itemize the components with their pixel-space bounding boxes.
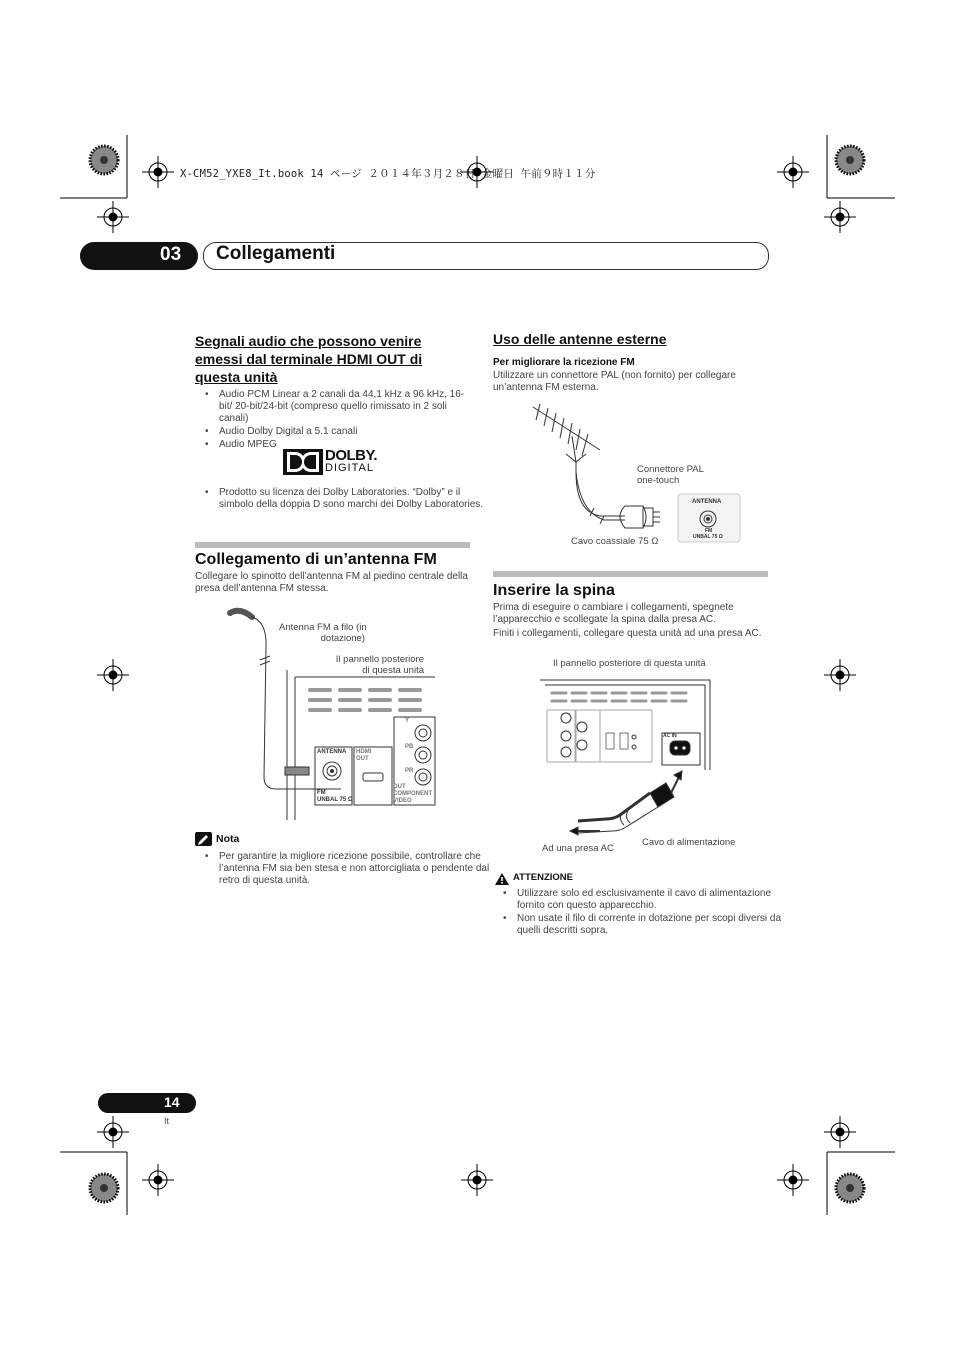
panel-out-label: OUT bbox=[393, 784, 406, 790]
label-line: dotazione) bbox=[320, 633, 365, 644]
power-cord-label: Cavo di alimentazione bbox=[642, 837, 736, 848]
panel-pb-label: PB bbox=[405, 744, 414, 750]
caution-bullet-list bbox=[493, 888, 792, 938]
license-bullet-list bbox=[195, 487, 494, 512]
starburst-mark-icon bbox=[90, 1174, 118, 1202]
registration-crosshair-icon bbox=[142, 1164, 174, 1196]
hdmi-title-line: emessi dal terminale HDMI OUT di bbox=[195, 351, 423, 367]
note-pencil-icon bbox=[195, 832, 212, 846]
panel-pr-label: PR bbox=[405, 768, 414, 774]
starburst-mark-icon bbox=[836, 1174, 864, 1202]
registration-crosshair-icon bbox=[97, 201, 129, 233]
section-rule bbox=[493, 571, 768, 577]
list-item: • Audio Dolby Digital a 5.1 canali bbox=[219, 426, 470, 438]
list-item: • Audio PCM Linear a 2 canali da 44,1 kHz a 96 kHz, 16-bit/ 20-bit/24-bit (compreso quello rimissato in 2 soli canali) bbox=[219, 389, 470, 425]
panel-hdmi-label: HDMI bbox=[356, 749, 372, 755]
note-bullet-list bbox=[195, 851, 497, 888]
external-section-subtitle: Per migliorare la ricezione FM bbox=[493, 357, 635, 368]
ext-panel-antenna-label: ANTENNA bbox=[692, 499, 722, 505]
registration-crosshair-icon bbox=[777, 156, 809, 188]
connector-label bbox=[637, 464, 704, 486]
dolby-digital-logo bbox=[283, 448, 393, 476]
chapter-title: Collegamenti bbox=[216, 243, 336, 264]
list-item: • Audio MPEG bbox=[219, 439, 470, 451]
hdmi-bullet-list bbox=[195, 389, 470, 451]
page-number: 14 bbox=[164, 1094, 180, 1110]
caution-title: ATTENZIONE bbox=[513, 872, 573, 883]
list-item: • Non usate il filo di corrente in dotazione per scopi diversi da quelli descritti sopra. bbox=[517, 913, 792, 937]
fm-section-title: Collegamento di un’antenna FM bbox=[195, 551, 437, 568]
registration-crosshair-icon bbox=[824, 201, 856, 233]
ext-panel-fm-label: FM bbox=[705, 528, 713, 534]
ac-in-label: AC IN bbox=[663, 733, 677, 739]
dolby-logo-text-bottom: DIGITAL bbox=[325, 462, 374, 474]
label-line: Antenna FM a filo (in bbox=[279, 622, 367, 633]
wire-antenna-label bbox=[279, 622, 365, 644]
power-cord-diagram bbox=[540, 675, 720, 845]
list-item: • Utilizzare solo ed esclusivamente il cavo di alimentazione fornito con questo apparecchio. bbox=[517, 888, 792, 912]
note-title: Nota bbox=[216, 833, 240, 845]
coax-cable-label: Cavo coassiale 75 Ω bbox=[571, 536, 659, 547]
registration-crosshair-icon bbox=[97, 659, 129, 691]
hdmi-section-title bbox=[195, 332, 470, 386]
panel-hdmi-out-label: OUT bbox=[356, 756, 369, 762]
registration-crosshair-icon bbox=[824, 1116, 856, 1148]
section-rule bbox=[195, 542, 470, 548]
ac-outlet-label: Ad una presa AC bbox=[542, 843, 614, 854]
page-number-pill bbox=[98, 1093, 196, 1113]
starburst-mark-icon bbox=[836, 146, 864, 174]
panel-fm-label: FM bbox=[317, 790, 326, 796]
panel-video-label: VIDEO bbox=[393, 798, 412, 804]
plug-section-body2: Finiti i collegamenti, collegare questa unità ad una presa AC. bbox=[493, 628, 762, 639]
panel-antenna-label: ANTENNA bbox=[317, 749, 347, 755]
print-header: X-CM52_YXE8_It.book 14 ページ ２０１４年３月２８日 金曜日 午前９時１１分 bbox=[180, 168, 596, 180]
external-section-body: Utilizzare un connettore PAL (non fornito) per collegare un’antenna FM esterna. bbox=[493, 370, 736, 393]
dolby-logo-text-top: DOLBY. bbox=[325, 447, 378, 464]
external-section-title: Uso delle antenne esterne bbox=[493, 331, 667, 347]
note-header bbox=[195, 832, 240, 851]
list-item: • Prodotto su licenza dei Dolby Laboratories. “Dolby” e il simbolo della doppia D sono marchi dei Dolby Laboratories. bbox=[219, 487, 494, 511]
panel-unbal-label: UNBAL 75 Ω bbox=[317, 797, 353, 803]
registration-crosshair-icon bbox=[97, 1116, 129, 1148]
rear-panel-label bbox=[316, 654, 424, 676]
fm-section-body: Collegare lo spinotto dell’antenna FM al piedino centrale della presa dell’antenna FM stessa. bbox=[195, 571, 468, 594]
hdmi-title-line: Segnali audio che possono venire bbox=[195, 333, 422, 349]
plug-section-body1: Prima di eseguire o cambiare i collegamenti, spegnete l’apparecchio e scollegate la spina dalla presa AC. bbox=[493, 602, 734, 625]
panel-y-label: Y bbox=[405, 718, 410, 724]
page-language: It bbox=[164, 1116, 170, 1126]
ext-panel-unbal-label: UNBAL 75 Ω bbox=[693, 534, 723, 540]
hdmi-title-line: questa unità bbox=[195, 369, 278, 385]
label-line: Connettore PAL bbox=[637, 464, 704, 475]
registration-crosshair-icon bbox=[142, 156, 174, 188]
registration-crosshair-icon bbox=[461, 1164, 493, 1196]
panel-component-label: COMPONENT bbox=[393, 791, 432, 797]
list-item: • Per garantire la migliore ricezione possibile, controllare che l’antenna FM sia ben stesa e non attorcigliata o pendente dal retro di questa unità. bbox=[219, 851, 497, 887]
registration-crosshair-icon bbox=[777, 1164, 809, 1196]
plug-section-title: Inserire la spina bbox=[493, 582, 615, 599]
plug-rear-panel-label: Il pannello posteriore di questa unità bbox=[553, 658, 706, 669]
warning-triangle-icon bbox=[495, 873, 509, 885]
label-line: one-touch bbox=[637, 475, 680, 486]
starburst-mark-icon bbox=[90, 146, 118, 174]
label-line: Il pannello posteriore bbox=[335, 654, 424, 665]
chapter-number: 03 bbox=[160, 244, 182, 265]
label-line: di questa unità bbox=[362, 665, 424, 676]
registration-crosshair-icon bbox=[824, 659, 856, 691]
dolby-double-d-icon bbox=[283, 449, 323, 475]
hdmi-section bbox=[195, 332, 470, 452]
